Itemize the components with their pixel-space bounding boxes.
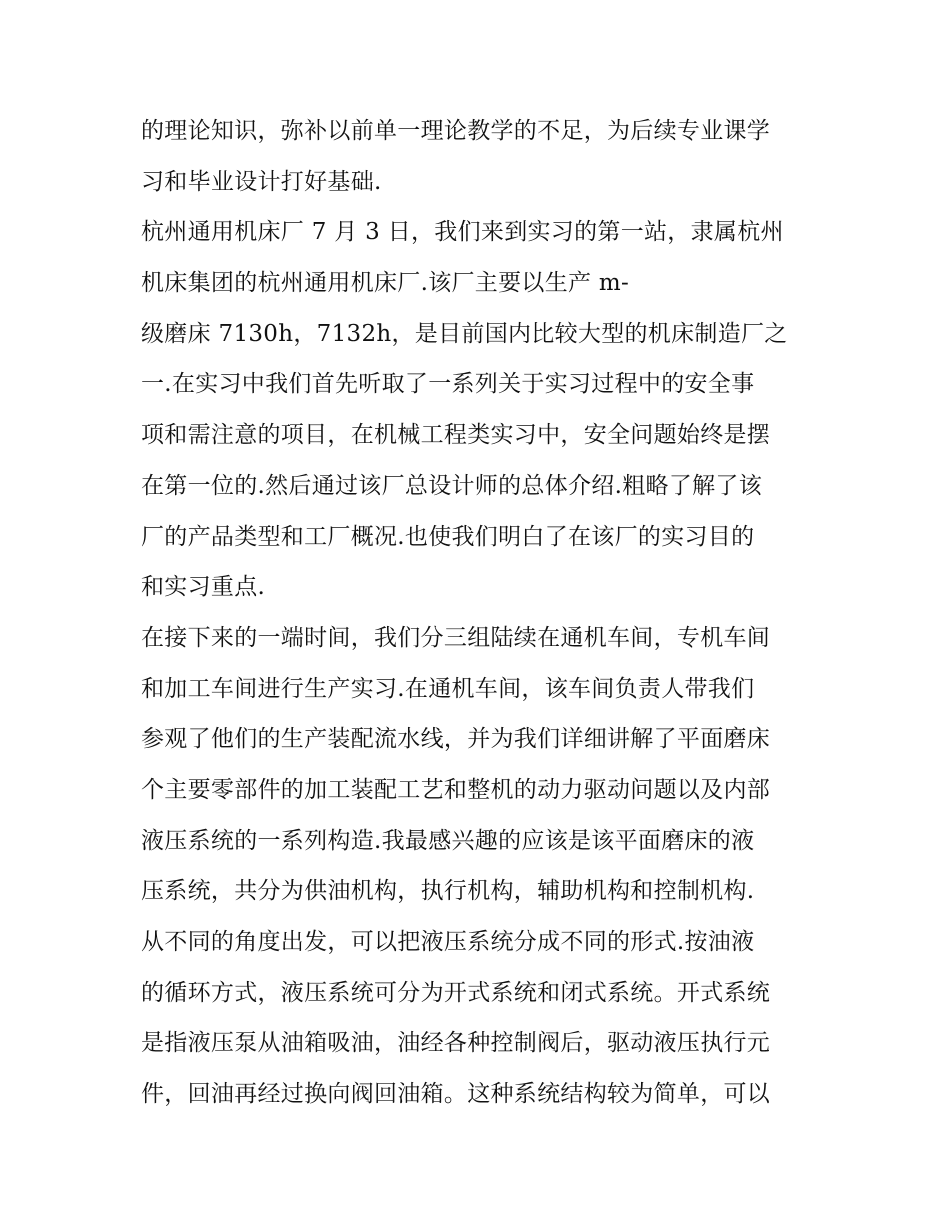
body-text <box>141 106 821 1120</box>
text-line: 的循环方式，液压系统可分为开式系统和闭式系统。开式系统 <box>141 979 771 1006</box>
text-line: 一.在实习中我们首先听取了一系列关于实习过程中的安全事 <box>141 371 755 398</box>
text-line: 机床集团的杭州通用机床厂.该厂主要以生产 m- <box>141 270 630 297</box>
text-line: 在接下来的一端时间，我们分三组陆续在通机车间，专机车间 <box>141 624 771 651</box>
text-line: 压系统，共分为供油机构，执行机构，辅助机构和控制机构. <box>141 878 755 905</box>
text-line: 级磨床 7130h，7132h，是目前国内比较大型的机床制造厂之 <box>141 320 788 347</box>
text-line: 液压系统的一系列构造.我最感兴趣的应该是该平面磨床的液 <box>141 827 755 854</box>
text-line: 厂的产品类型和工厂概况.也使我们明白了在该厂的实习目的 <box>141 523 755 550</box>
text-line: 和加工车间进行生产实习.在通机车间，该车间负责人带我们 <box>141 675 755 702</box>
text-line: 项和需注意的项目，在机械工程类实习中，安全问题始终是摆 <box>141 422 771 449</box>
text-line: 和实习重点. <box>141 574 266 601</box>
text-line: 是指液压泵从油箱吸油，油经各种控制阀后，驱动液压执行元 <box>141 1030 771 1057</box>
text-line: 杭州通用机床厂 7 月 3 日，我们来到实习的第一站，隶属杭州 <box>141 219 784 246</box>
text-line: 参观了他们的生产装配流水线，并为我们详细讲解了平面磨床 <box>141 726 771 753</box>
text-line: 件，回油再经过换向阀回油箱。这种系统结构较为简单，可以 <box>141 1081 771 1108</box>
text-line: 的理论知识，弥补以前单一理论教学的不足，为后续专业课学 <box>141 118 771 144</box>
text-line: 在第一位的.然后通过该厂总设计师的总体介绍.粗略了解了该 <box>141 472 763 499</box>
text-line: 习和毕业设计打好基础. <box>141 168 382 195</box>
text-line: 个主要零部件的加工装配工艺和整机的动力驱动问题以及内部 <box>141 776 771 803</box>
text-line: 从不同的角度出发，可以把液压系统分成不同的形式.按油液 <box>141 929 755 955</box>
